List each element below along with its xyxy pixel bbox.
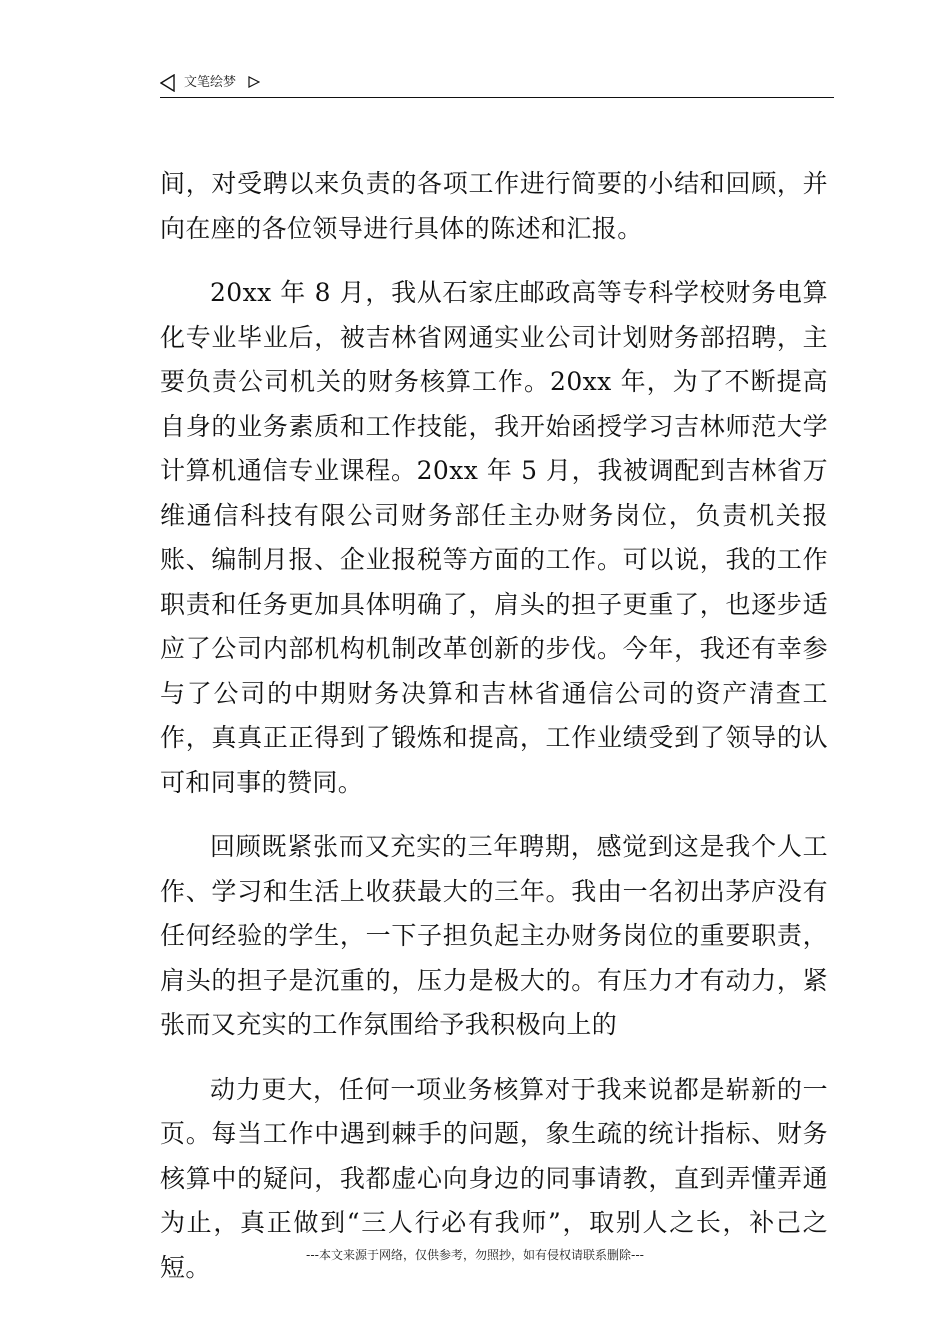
paragraph-career-history: 20xx 年 8 月，我从石家庄邮政高等专科学校财务电算化专业毕业后，被吉林省网通实业公司计划财务部招聘，主要负责公司机关的财务核算工作。20xx 年，为了不断提高自身的业务素质和工作技能，我开始函授学习吉林师范大学计算机通信专业课程。20xx 年 5 月，我被调配到吉林省万维通信科技有限公司财务部任主办财务岗位，负责机关报账、编制月报、企业报税等方面的工作。可以说，我的工作职责和任务更加具体明确了，肩头的担子更重了，也逐步适应了公司内部机构机制改革创新的步伐。今年，我还有幸参与了公司的中期财务决算和吉林省通信公司的资产清查工作，真真正正得到了锻炼和提高，工作业绩受到了领导的认可和同事的赞同。 bbox=[160, 278, 828, 797]
right-triangle-icon bbox=[248, 76, 260, 88]
header-title: 文笔绘梦 bbox=[184, 75, 237, 90]
left-triangle-icon bbox=[160, 74, 176, 92]
footer-disclaimer: ---本文来源于网络，仅供参考，勿照抄，如有侵权请联系删除--- bbox=[306, 1248, 644, 1262]
page-header bbox=[160, 72, 834, 98]
header-divider bbox=[160, 97, 834, 98]
paragraph-continuation: 间，对受聘以来负责的各项工作进行简要的小结和回顾，并向在座的各位领导进行具体的陈述和汇报。 bbox=[160, 169, 828, 243]
paragraph-review: 回顾既紧张而又充实的三年聘期，感觉到这是我个人工作、学习和生活上收获最大的三年。我由一名初出茅庐没有任何经验的学生，一下子担负起主办财务岗位的重要职责，肩头的担子是沉重的，压力是极大的。有压力才有动力，紧张而又充实的工作氛围给予我积极向上的 bbox=[160, 832, 828, 1039]
paragraph-motivation: 动力更大，任何一项业务核算对于我来说都是崭新的一页。每当工作中遇到棘手的问题，象生疏的统计指标、财务核算中的疑问，我都虚心向身边的同事请教，直到弄懂弄通为止，真正做到“三人行必有我师”，取别人之长，补己之短。 bbox=[160, 1074, 828, 1282]
document-body bbox=[160, 162, 828, 1310]
